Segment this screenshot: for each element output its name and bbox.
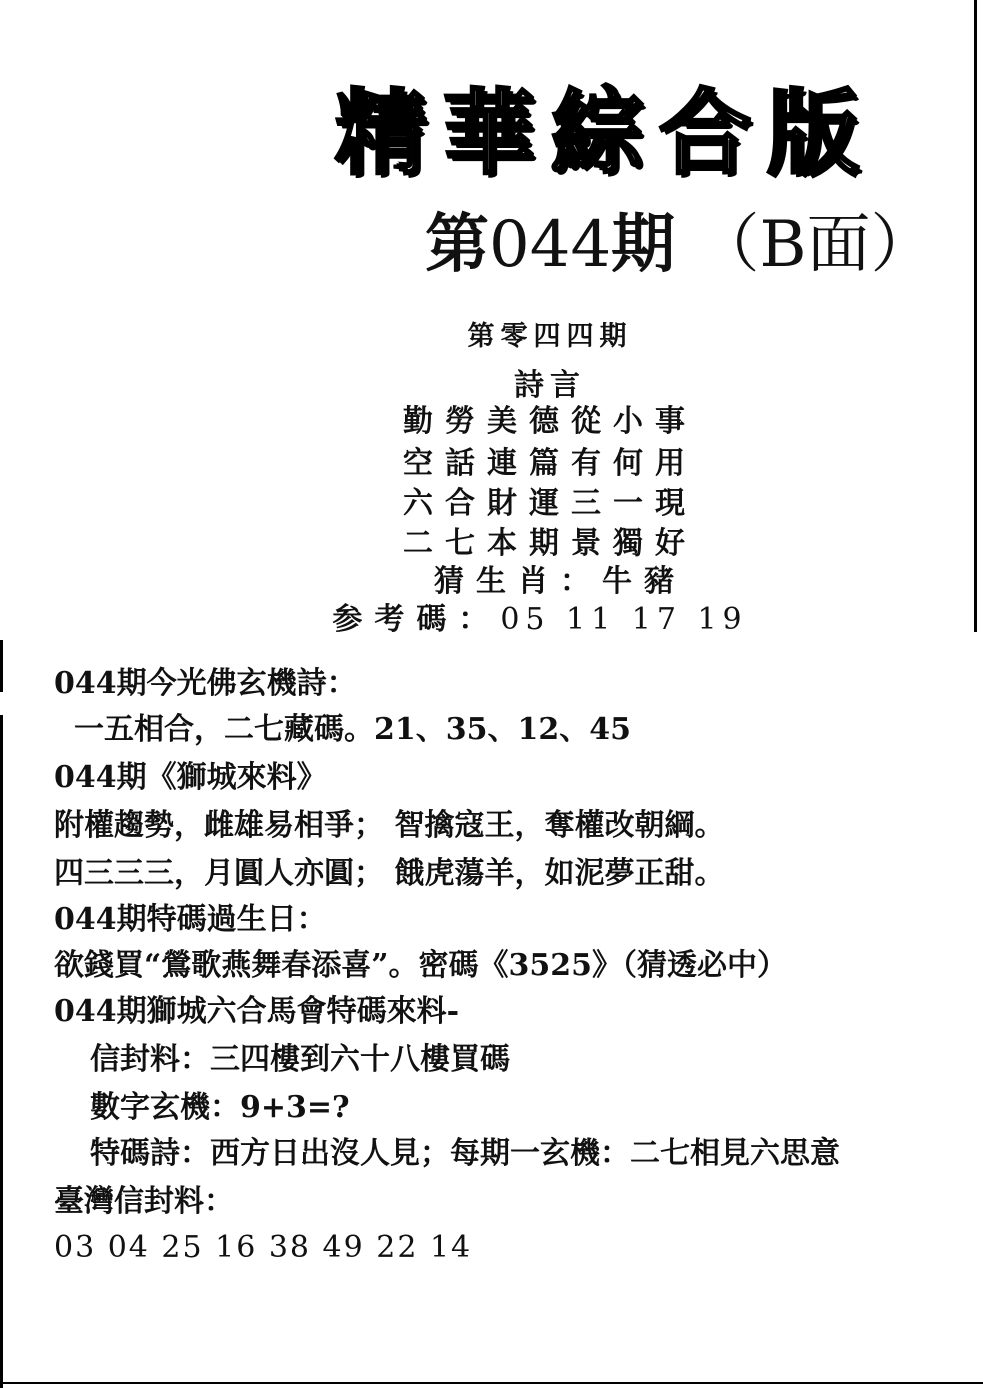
- zodiac-guess: 猜生肖：牛豬: [434, 564, 686, 599]
- reference-codes: 05 11 17 19: [500, 602, 748, 637]
- right-border-line: [974, 0, 977, 632]
- issue-number: 044: [489, 208, 612, 282]
- lion-city-line: 附權趨勢，雌雄易相爭； 智擒寇王，奪權改朝綱。: [54, 808, 725, 843]
- left-border-mark-top: [0, 640, 3, 692]
- reference-codes-row: [290, 594, 790, 638]
- birthday-title: 044期特碼過生日：: [54, 902, 327, 937]
- envelope-line: 信封料：三四樓到六十八樓買碼: [90, 1042, 510, 1077]
- buddha-poem-title: 044期今光佛玄機詩：: [54, 666, 357, 701]
- special-poem-line: 特碼詩：西方日出沒人見；每期一玄機：二七相見六思意: [90, 1136, 840, 1171]
- buddha-poem-body: 一五相合，二七藏碼。21、35、12、45: [74, 712, 631, 747]
- birthday-body: 欲錢買“鶯歌燕舞春添喜”。密碼《3525》（猜透必中）: [54, 948, 788, 983]
- poem-line: 空話連篇有何用: [403, 446, 697, 481]
- issue-header: [425, 205, 935, 285]
- issue-prefix: 第: [425, 207, 489, 282]
- poem-line: 勤勞美德從小事: [403, 404, 697, 439]
- reference-label: 参考碼：: [332, 602, 501, 637]
- poem-issue: 第零四四期: [467, 321, 633, 352]
- poem-line: 二七本期景獨好: [403, 526, 697, 561]
- banner-title: 精華綜合版: [335, 79, 876, 187]
- issue-suffix: 期: [611, 207, 676, 282]
- horse-club-title: 044期獅城六合馬會特碼來料-: [54, 994, 460, 1029]
- issue-side: （B面）: [695, 208, 935, 282]
- bottom-border-line: [0, 1382, 983, 1384]
- taiwan-envelope-title: 臺灣信封料：: [54, 1184, 234, 1219]
- digit-riddle-line: 數字玄機：9+3=?: [90, 1090, 350, 1125]
- left-border-line: [0, 715, 3, 1388]
- poem-title: 詩言: [514, 368, 586, 403]
- lion-city-line: 四三三三，月圓人亦圓； 餓虎蕩羊，如泥夢正甜。: [54, 856, 725, 891]
- taiwan-envelope-numbers: 03 04 25 16 38 49 22 14: [54, 1230, 473, 1265]
- lion-city-title: 044期《獅城來料》: [54, 760, 327, 795]
- poem-line: 六合財運三一現: [403, 486, 697, 521]
